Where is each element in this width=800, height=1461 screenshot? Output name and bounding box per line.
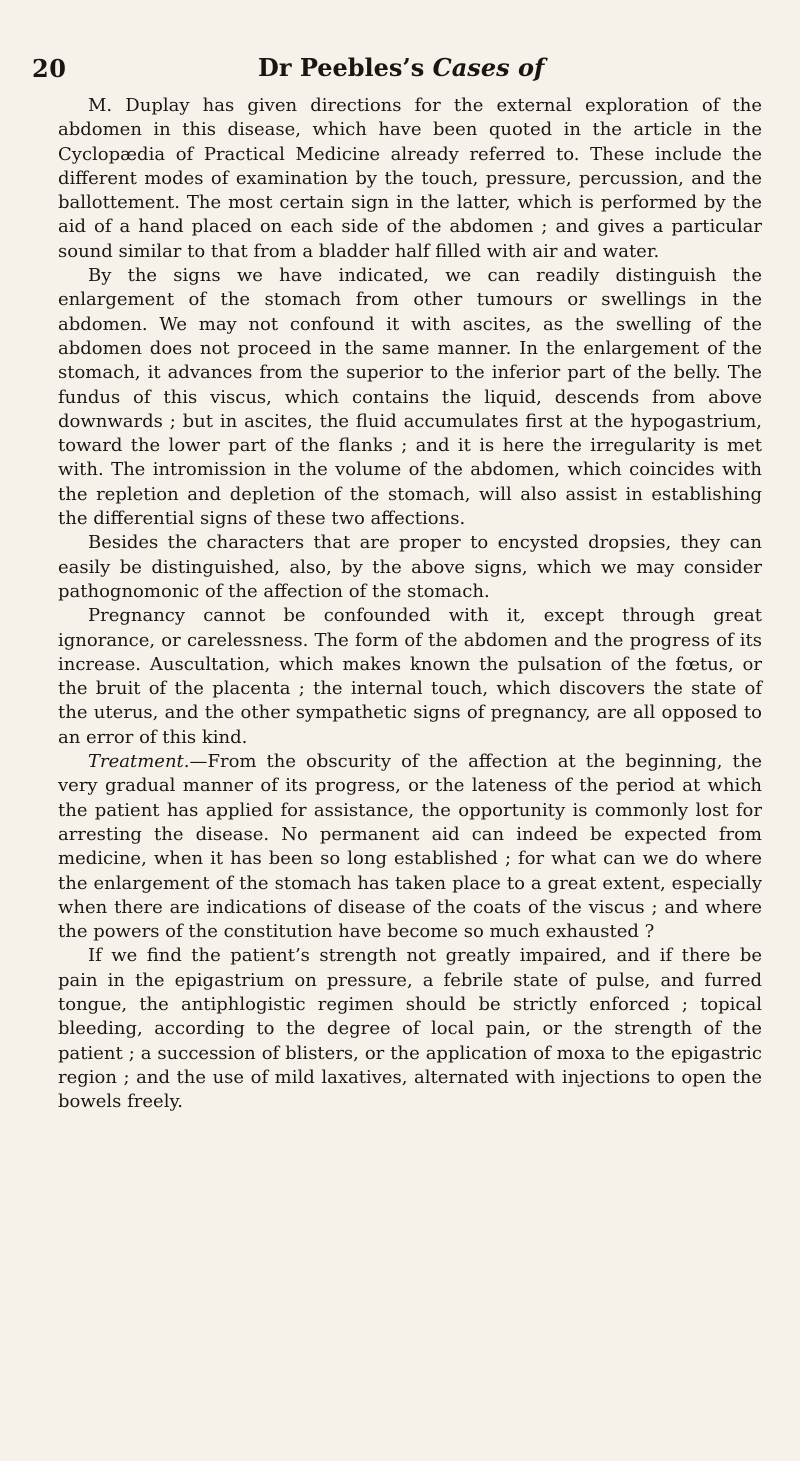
paragraph [58,94,762,264]
running-title-text: Dr Peebles’s [258,53,433,82]
paragraph-text: If we find the patient’s strength not greatly impaired, and if there be pain in the epigastrium on pressure, a febrile state of pulse, and furred tongue, the antiphlogistic regimen should be strictly enforced ; topical bleeding, according to the degree of local pain, or the strength of the patient ; a succession of blisters, or the application of moxa to the epigastric region ; and the use of mild laxatives, alternated with injections to open the bowels freely. [58,945,762,1113]
paragraph-treatment [58,750,762,944]
paragraph [58,944,762,1114]
body-text [58,94,762,1114]
paragraph-text: Pregnancy cannot be confounded with it, except through great ignorance, or carelessness. The form of the abdomen and the progress of its increase. Auscultation, which makes known the pulsation of the fœtus, or the bruit of the placenta ; the internal touch, which discovers the state of the uterus, and the other sympathetic signs of pregnancy, are all opposed to an error of this kind. [58,605,762,748]
paragraph-text: M. Duplay has given directions for the external exploration of the abdomen in this disease, which have been quoted in the article in the Cyclopædia of Practical Medicine already referred to. These include the different modes of examination by the touch, pressure, percussion, and the ballottement. The most certain sign in the latter, which is performed by the aid of a hand placed on each side of the abdomen ; and gives a particular sound similar to that from a bladder half filled with air and water. [58,95,762,262]
paragraph-text: By the signs we have indicated, we can readily distinguish the enlargement of the stomach from other tumours or swellings in the abdomen. We may not confound it with ascites, as the swelling of the abdomen does not proceed in the same manner. In the enlargement of the stomach, it advances from the superior to the inferior part of the belly. The fundus of this viscus, which contains the liquid, descends from above downwards ; but in ascites, the fluid accumulates first at the hypogastrium, toward the lower part of the flanks ; and it is here the irregularity is met with. The intromission in the volume of the abdomen, which coincides with the repletion and depletion of the stomach, will also assist in establishing the differential signs of these two affections. [58,265,762,530]
running-title-italic: Cases of [432,53,545,82]
section-heading-treatment: Treatment. [88,751,190,773]
page-number: 20 [32,54,67,83]
running-head [0,0,800,90]
running-title [258,53,544,82]
paragraph-text: Besides the characters that are proper to encysted dropsies, they can easily be distinguished, also, by the above signs, which we may consider pathognomonic of the affection of the stomach. [58,532,762,602]
paragraph-text: —From the obscurity of the affection at the beginning, the very gradual manner of its progress, or the lateness of the period at which the patient has applied for assistance, the opportunity is commonly lost for arresting the disease. No permanent aid can indeed be expected from medicine, when it has been so long established ; for what can we do where the enlargement of the stomach has taken place to a great extent, especially when there are indications of disease of the coats of the viscus ; and where the powers of the constitution have become so much exhausted ? [58,751,762,943]
paragraph [58,604,762,750]
paragraph [58,531,762,604]
paragraph [58,264,762,531]
